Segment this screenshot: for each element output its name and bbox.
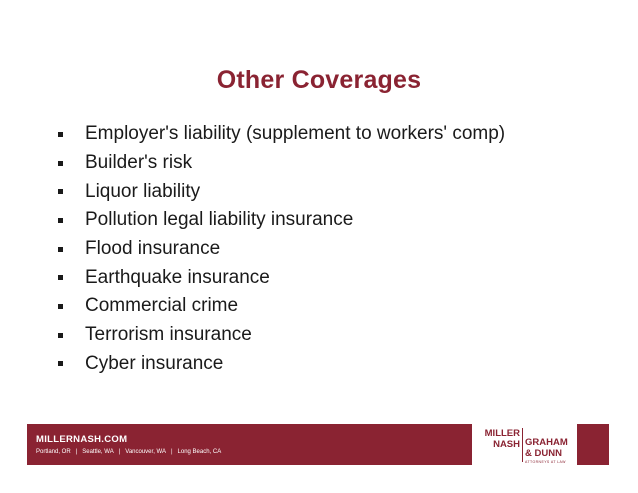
office-location: Seattle, WA: [82, 449, 114, 455]
list-item: [58, 235, 505, 264]
office-separator: |: [75, 449, 78, 455]
logo-line-graham: GRAHAM: [525, 437, 568, 448]
bullet-square-icon: [58, 275, 63, 280]
bullet-text: Earthquake insurance: [85, 266, 270, 288]
list-item: [58, 120, 505, 149]
footer-offices: [36, 449, 221, 455]
list-item: [58, 321, 505, 350]
bullet-square-icon: [58, 218, 63, 223]
bullet-text: Cyber insurance: [85, 352, 224, 374]
list-item: [58, 263, 505, 292]
logo-left-block: [482, 428, 520, 450]
bullet-text: Builder's risk: [85, 152, 193, 174]
logo-divider: [522, 428, 523, 462]
bullet-square-icon: [58, 189, 63, 194]
bullet-text: Terrorism insurance: [85, 324, 252, 346]
list-item: [58, 350, 505, 379]
list-item: [58, 292, 505, 321]
footer-corner-block: [577, 424, 609, 465]
bullet-square-icon: [58, 161, 63, 166]
footer-bar: [27, 424, 472, 465]
office-separator: |: [170, 449, 173, 455]
bullet-square-icon: [58, 304, 63, 309]
bullet-text: Flood insurance: [85, 238, 221, 260]
office-separator: |: [118, 449, 121, 455]
bullet-square-icon: [58, 247, 63, 252]
bullet-square-icon: [58, 361, 63, 366]
logo-tagline: ATTORNEYS AT LAW: [525, 460, 566, 464]
bullet-square-icon: [58, 132, 63, 137]
bullet-square-icon: [58, 333, 63, 338]
firm-logo: [479, 424, 571, 465]
office-location: Long Beach, CA: [177, 449, 222, 455]
bullet-text: Pollution legal liability insurance: [85, 209, 354, 231]
bullet-list: [58, 120, 505, 378]
logo-right-block: [525, 437, 568, 459]
logo-line-nash: NASH: [493, 439, 520, 450]
bullet-text: Liquor liability: [85, 180, 201, 202]
bullet-text: Employer's liability (supplement to workers' comp): [85, 123, 506, 145]
footer-website: MILLERNASH.COM: [36, 434, 128, 445]
list-item: [58, 206, 505, 235]
slide-title: Other Coverages: [216, 66, 422, 94]
office-location: Vancouver, WA: [125, 449, 166, 455]
bullet-text: Commercial crime: [85, 295, 239, 317]
logo-line-miller: MILLER: [484, 428, 520, 439]
office-location: Portland, OR: [36, 449, 71, 455]
list-item: [58, 149, 505, 178]
list-item: [58, 177, 505, 206]
logo-line-dunn: & DUNN: [525, 448, 562, 459]
